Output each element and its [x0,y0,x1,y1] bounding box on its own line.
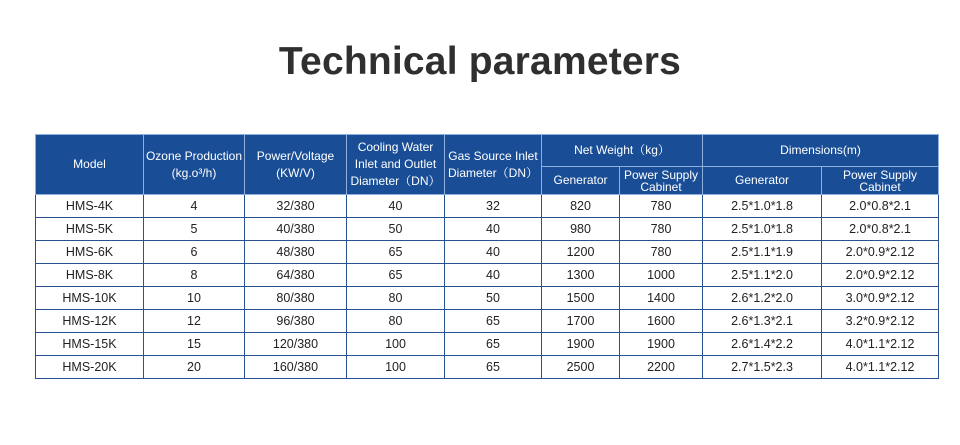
cell-cooling-water-dn: 80 [347,287,445,310]
header-cooling-label-1: Cooling Water [357,140,434,154]
cell-generator-weight: 1200 [542,241,620,264]
cell-generator-dimensions: 2.6*1.3*2.1 [703,310,822,333]
cell-cabinet-weight: 780 [620,218,703,241]
cell-gas-source-dn: 65 [445,356,542,379]
subheader-dim-cabinet-label-1: Power Supply [842,167,918,182]
header-power-voltage [245,135,347,195]
header-ozone-unit: (kg.o³/h) [171,165,217,180]
cell-generator-weight: 980 [542,218,620,241]
subheader-weight-cabinet [620,167,703,195]
cell-model: HMS-8K [36,264,144,287]
subheader-weight-cabinet-label-1: Power Supply [623,167,699,182]
cell-power-voltage: 64/380 [245,264,347,287]
subheader-dim-generator-label: Generator [735,173,790,187]
cell-cabinet-weight: 1900 [620,333,703,356]
header-model-label: Model [73,157,106,171]
cell-ozone-production: 10 [144,287,245,310]
cell-cabinet-dimensions: 3.2*0.9*2.12 [822,310,939,333]
header-cooling-water [347,135,445,195]
cell-ozone-production: 8 [144,264,245,287]
cell-power-voltage: 40/380 [245,218,347,241]
header-gas-label-1: Gas Source Inlet [448,148,538,163]
cell-cabinet-weight: 780 [620,195,703,218]
cell-power-voltage: 120/380 [245,333,347,356]
cell-cooling-water-dn: 80 [347,310,445,333]
cell-power-voltage: 80/380 [245,287,347,310]
subheader-weight-generator [542,167,620,195]
table-row [36,310,939,333]
header-gas-source [445,135,542,195]
cell-cooling-water-dn: 65 [347,241,445,264]
cell-cooling-water-dn: 50 [347,218,445,241]
header-net-weight [542,135,703,167]
cell-gas-source-dn: 65 [445,310,542,333]
cell-model: HMS-5K [36,218,144,241]
cell-power-voltage: 48/380 [245,241,347,264]
cell-cabinet-weight: 1400 [620,287,703,310]
cell-ozone-production: 12 [144,310,245,333]
cell-model: HMS-20K [36,356,144,379]
cell-cooling-water-dn: 65 [347,264,445,287]
cell-power-voltage: 32/380 [245,195,347,218]
technical-parameters-table [35,134,939,379]
table-row [36,241,939,264]
cell-gas-source-dn: 40 [445,218,542,241]
cell-generator-weight: 1300 [542,264,620,287]
cell-model: HMS-4K [36,195,144,218]
table-row [36,356,939,379]
cell-ozone-production: 20 [144,356,245,379]
cell-cabinet-dimensions: 4.0*1.1*2.12 [822,356,939,379]
cell-cabinet-dimensions: 2.0*0.9*2.12 [822,241,939,264]
cell-generator-dimensions: 2.5*1.0*1.8 [703,218,822,241]
cell-gas-source-dn: 40 [445,241,542,264]
header-ozone-label: Ozone Production [145,148,243,163]
header-power-unit: (KW/V) [276,165,315,180]
cell-model: HMS-15K [36,333,144,356]
subheader-dim-generator [703,167,822,195]
header-net-weight-label: Net Weight（kg） [574,143,670,157]
table-body [36,195,939,379]
cell-generator-weight: 820 [542,195,620,218]
subheader-weight-cabinet-label-2: Cabinet [640,179,682,194]
cell-model: HMS-10K [36,287,144,310]
table-row [36,333,939,356]
cell-generator-dimensions: 2.5*1.0*1.8 [703,195,822,218]
subheader-weight-generator-label: Generator [553,173,608,187]
page-title: Technical parameters [278,40,682,83]
table-row [36,195,939,218]
cell-cabinet-dimensions: 2.0*0.9*2.12 [822,264,939,287]
cell-power-voltage: 160/380 [245,356,347,379]
header-dimensions [703,135,939,167]
cell-cabinet-dimensions: 4.0*1.1*2.12 [822,333,939,356]
cell-generator-weight: 1900 [542,333,620,356]
cell-cabinet-dimensions: 2.0*0.8*2.1 [822,218,939,241]
cell-gas-source-dn: 40 [445,264,542,287]
table-row [36,264,939,287]
cell-cabinet-weight: 1000 [620,264,703,287]
table-row [36,287,939,310]
header-power-label: Power/Voltage [256,148,335,163]
cell-cabinet-weight: 2200 [620,356,703,379]
cell-generator-weight: 1700 [542,310,620,333]
subheader-dim-cabinet-label-2: Cabinet [859,179,901,194]
subheader-dim-cabinet [822,167,939,195]
header-model [36,135,144,195]
cell-generator-dimensions: 2.6*1.4*2.2 [703,333,822,356]
cell-model: HMS-12K [36,310,144,333]
cell-generator-weight: 2500 [542,356,620,379]
cell-model: HMS-6K [36,241,144,264]
header-gas-label-2: Diameter（DN） [447,165,538,180]
cell-ozone-production: 6 [144,241,245,264]
cell-cabinet-weight: 1600 [620,310,703,333]
cell-gas-source-dn: 50 [445,287,542,310]
cell-cabinet-weight: 780 [620,241,703,264]
cell-gas-source-dn: 65 [445,333,542,356]
header-dimensions-label: Dimensions(m) [780,143,861,157]
cell-cooling-water-dn: 100 [347,356,445,379]
cell-cabinet-dimensions: 2.0*0.8*2.1 [822,195,939,218]
cell-generator-dimensions: 2.6*1.2*2.0 [703,287,822,310]
header-cooling-label-2: Inlet and Outlet [354,157,437,171]
cell-cabinet-dimensions: 3.0*0.9*2.12 [822,287,939,310]
cell-generator-weight: 1500 [542,287,620,310]
cell-generator-dimensions: 2.7*1.5*2.3 [703,356,822,379]
cell-generator-dimensions: 2.5*1.1*1.9 [703,241,822,264]
cell-gas-source-dn: 32 [445,195,542,218]
table-row [36,218,939,241]
cell-generator-dimensions: 2.5*1.1*2.0 [703,264,822,287]
cell-ozone-production: 5 [144,218,245,241]
header-ozone-production [144,135,245,195]
cell-cooling-water-dn: 100 [347,333,445,356]
cell-cooling-water-dn: 40 [347,195,445,218]
header-cooling-label-3: Diameter（DN） [350,174,441,188]
cell-ozone-production: 4 [144,195,245,218]
header-row [36,135,939,167]
cell-power-voltage: 96/380 [245,310,347,333]
cell-ozone-production: 15 [144,333,245,356]
